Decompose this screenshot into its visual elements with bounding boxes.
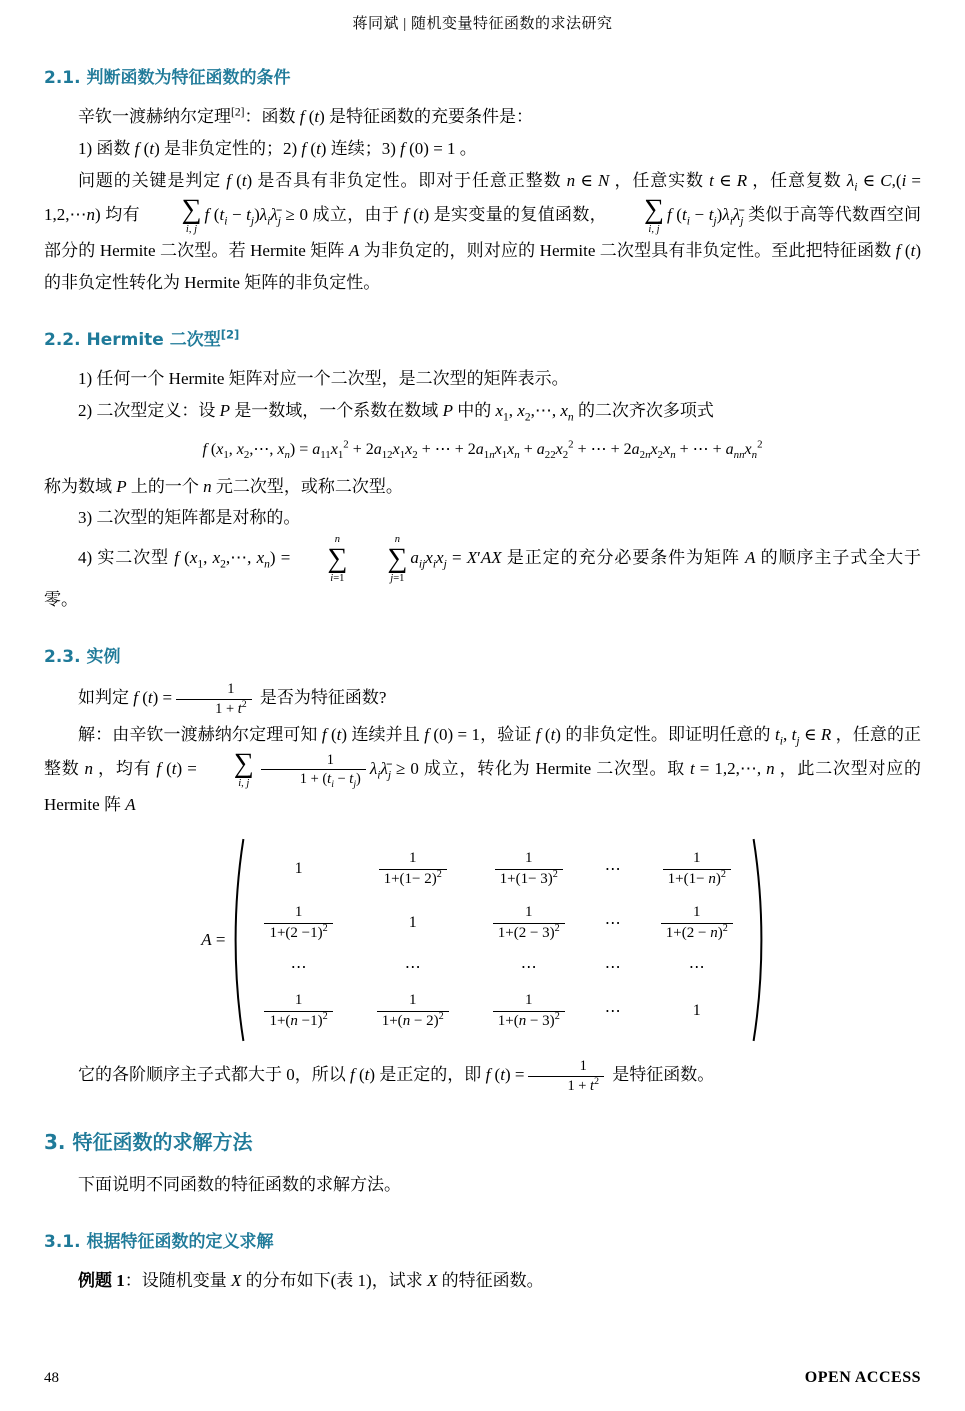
- paragraph: 解：由辛钦一渡赫纳尔定理可知 f (t) 连续并且 f (0) = 1，验证 f (t) 的非负定性。即证明任意的 $t_i$, $t_j$ ∈ R ，任意的正整数 n ，均有 f (t) = ∑ i, j $\frac{1}{1 + (t_i - t_j)}$ $\lambda_i\lambdā_j \ge 0$ 成立，转化为 Hermite 二次型。取 t = 1,2,⋯, n ，此二次型对应的 Hermite 阵 A: [44, 724, 922, 815]
- fraction: $\frac{1}{1 + (t_i - t_j)}$: [261, 751, 366, 790]
- summation-operator: ∑ i, j: [181, 193, 202, 235]
- fraction: $\frac{1}{1+(1- n)^2}$: [663, 849, 731, 889]
- fraction: $\frac{1}{1+(n -1)^2}$: [264, 991, 332, 1031]
- left-paren: [233, 837, 246, 1043]
- summation-operator: n ∑ j=1: [387, 534, 408, 584]
- summation-operator: ∑ i, j: [233, 747, 254, 789]
- paragraph: 如判定 f (t) = $\frac{1}{1 + t^2}$ 是否为特征函数?: [78, 681, 387, 717]
- fraction: $\frac{1}{1+(2 - n)^2}$: [661, 903, 733, 943]
- paragraph: 它的各阶顺序主子式都大于 0，所以 f (t) 是正定的，即 f (t) = $\frac{1}{1 + t^2}$ 是特征函数。: [78, 1058, 715, 1094]
- paragraph: 辛钦一渡赫纳尔定理[2]：函数 f (t) 是特征函数的充要条件是：: [78, 105, 534, 126]
- paragraph: 问题的关键是判定 f (t) 是否具有非负定性。即对于任意正整数 n ∈ N ，任意实数 t ∈ R ，任意复数 $\lambda_i$ ∈ C,(i = 1,2,⋯n) 均有 ∑ i, j f ($t_i$ − $t_j)\lambda_i\lambdā_j \ge 0$ 成立，由于 f (t) 是实变量的复值函数， ∑ i, j f ($t_i$ − $t_j)\lambda_i\lambdā_j$ 类似于高等代数酉空间部分的 Hermite 二次型。若 Hermite 矩阵 A 为非负定的，则对应的 Hermite 二次型具有非负定性。至此把特征函数 f (t) 的非负定性转化为 Hermite 矩阵的非负定性。: [44, 170, 922, 293]
- matrix-cell: 1: [294, 860, 303, 878]
- fraction: $\frac{1}{1+(n - 2)^2}$: [377, 991, 449, 1031]
- section-heading: 2.3. 实例: [44, 647, 121, 668]
- matrix-cell: 1: [692, 1002, 701, 1020]
- paragraph: 2) 二次型定义：设 P 是一数域，一个系数在数域 P 中的 $x_1$, $x_2,\cdots$, $x_n$ 的二次齐次多项式: [78, 400, 714, 424]
- matrix-cell: [491, 849, 567, 889]
- right-paren: [751, 837, 764, 1043]
- paragraph: 4) 实二次型 f ($x_1$, $x_2,\cdots$, $x_n$) = n ∑ i=1 n ∑ j=1 $a_{ij}x_ix_j = X'AX$ 是正定的充分必要条件为矩阵 A 的顺序主子式全大于零。: [44, 534, 922, 610]
- page-number: 48: [44, 1370, 59, 1386]
- matrix-cell: [489, 991, 569, 1031]
- fraction: $\frac{1}{1+(n - 3)^2}$: [493, 991, 565, 1031]
- matrix-cell: [659, 849, 735, 889]
- matrix-cell: 1: [408, 914, 417, 932]
- fraction: $\frac{1}{1+(1- 3)^2}$: [495, 849, 563, 889]
- fraction: $\frac{1}{1+(2 - 3)^2}$: [493, 903, 565, 943]
- matrix-cell: ⋯: [404, 959, 421, 977]
- footer: [44, 1369, 921, 1387]
- matrix-lhs: A =: [201, 930, 226, 950]
- fraction: $\frac{1}{1+(1- 2)^2}$: [379, 849, 447, 889]
- matrix-cell: ⋯: [604, 915, 621, 933]
- matrix-cell: ⋯: [604, 1003, 621, 1021]
- matrix-cell: [260, 903, 336, 943]
- matrix-cell: [373, 991, 453, 1031]
- paragraph: 3) 二次型的矩阵都是对称的。: [78, 508, 301, 528]
- section-heading: 2.1. 判断函数为特征函数的条件: [44, 68, 291, 88]
- section-heading: 3. 特征函数的求解方法: [44, 1129, 253, 1154]
- paragraph: 1) 函数 f (t) 是非负定性的；2) f (t) 连续；3) f (0) = 1 。: [78, 138, 477, 158]
- matrix-cell: ⋯: [688, 959, 705, 977]
- paragraph: 下面说明不同函数的特征函数的求解方法。: [78, 1174, 401, 1194]
- matrix-cell: [260, 991, 336, 1031]
- summation-operator: n ∑ i=1: [327, 534, 348, 584]
- matrix-cell: ⋯: [604, 861, 621, 879]
- section-heading: 2.2. Hermite 二次型[2]: [44, 327, 240, 350]
- display-formula: f ($x_1$, $x_2,\cdots$, $x_n) = a_{11}x_1^2 + 2a_{12}x_1x_2$ + ⋯ + $2a_{1n}x_1x_n + a_{22}x_2^2$ + ⋯ + $2a_{2n}x_2x_n$ + ⋯ + $a_{nn}x_n^2$: [202, 438, 763, 462]
- fraction: $\frac{1}{1 + t^2}$: [176, 680, 252, 719]
- matrix-cell: ⋯: [604, 959, 621, 977]
- section-heading: 3.1. 根据特征函数的定义求解: [44, 1231, 274, 1252]
- matrix-grid: [246, 837, 750, 1043]
- fraction: $\frac{1}{1 + t^2}$: [528, 1057, 604, 1096]
- summation-operator: ∑ i, j: [644, 193, 664, 235]
- matrix-cell: [489, 903, 569, 943]
- open-access-label: OPEN ACCESS: [804, 1369, 921, 1386]
- matrix-cell: ⋯: [520, 959, 537, 977]
- hermite-matrix: [44, 837, 921, 1043]
- matrix-cell: [375, 849, 451, 889]
- content: [44, 63, 921, 1297]
- matrix-cell: ⋯: [290, 959, 307, 977]
- running-header: [44, 12, 921, 33]
- paragraph: 称为数域 P 上的一个 n 元二次型，或称二次型。: [44, 476, 403, 496]
- matrix-cell: [657, 903, 737, 943]
- fraction: $\frac{1}{1+(2 -1)^2}$: [264, 903, 332, 943]
- paragraph: 1) 任何一个 Hermite 矩阵对应一个二次型，是二次型的矩阵表示。: [78, 369, 569, 388]
- header-title: 蒋同斌 | 随机变量特征函数的求法研究: [352, 16, 613, 32]
- paragraph: 例题 1：设随机变量 X 的分布如下(表 1)，试求 X 的特征函数。: [78, 1270, 544, 1290]
